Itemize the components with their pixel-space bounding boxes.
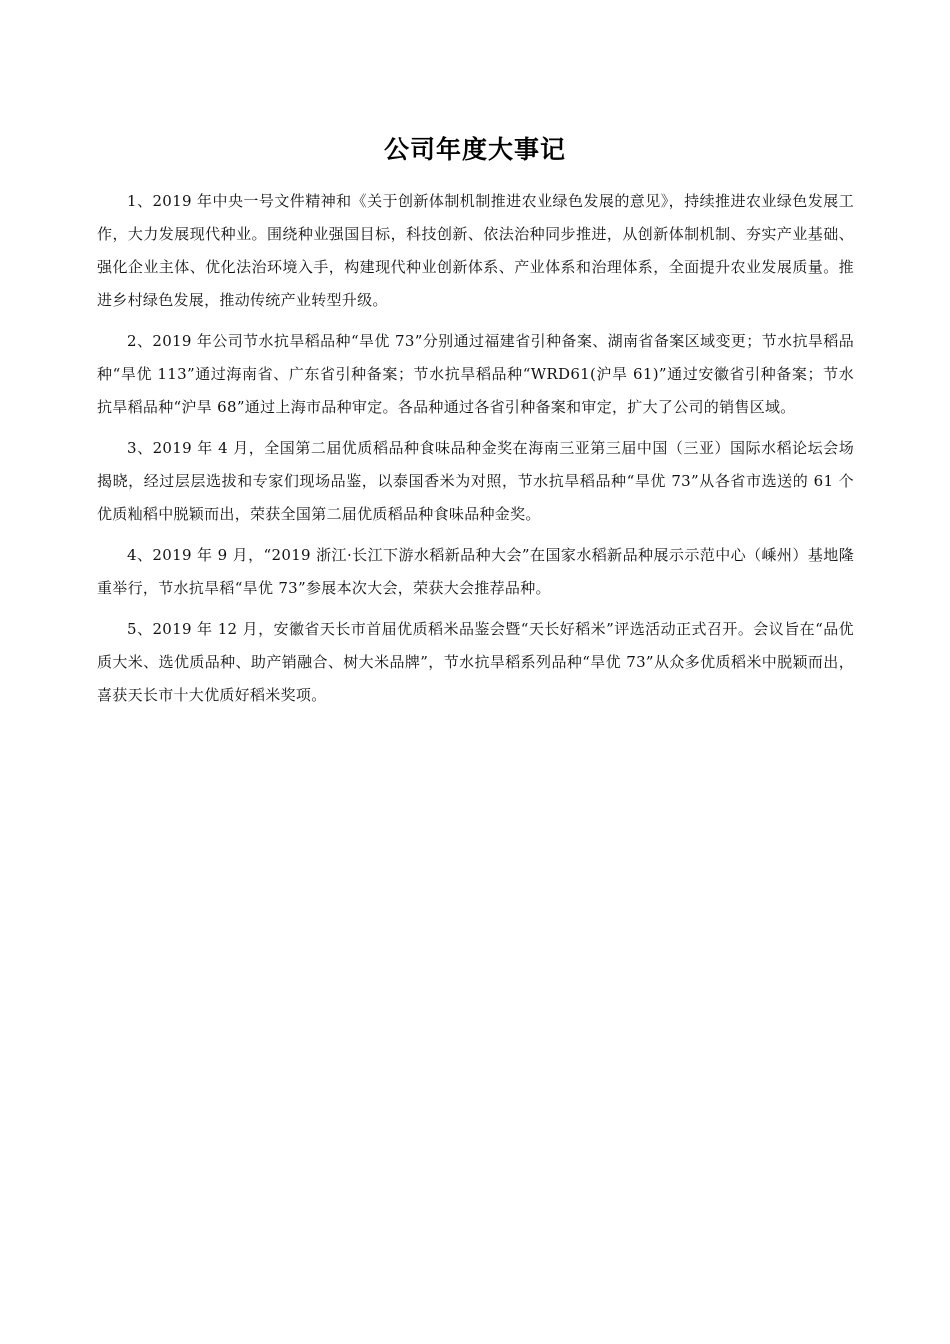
paragraph-5: 5、2019 年 12 月，安徽省天长市首届优质稻米品鉴会暨“天长好稻米”评选活动正式召开。会议旨在“品优质大米、选优质品种、助产销融合、树大米品牌”，节水抗旱稻系列品种“旱优 73”从众多优质稻米中脱颖而出，喜获天长市十大优质好稻米奖项。 bbox=[97, 620, 854, 704]
document-title: 公司年度大事记 bbox=[383, 135, 566, 164]
paragraph-2: 2、2019 年公司节水抗旱稻品种“旱优 73”分别通过福建省引种备案、湖南省备案区域变更；节水抗旱稻品种“旱优 113”通过海南省、广东省引种备案；节水抗旱稻品种“WRD61(沪旱 61)”通过安徽省引种备案；节水抗旱稻品种“沪旱 68”通过上海市品种审定。各品种通过各省引种备案和审定，扩大了公司的销售区域。 bbox=[97, 332, 854, 416]
document-body bbox=[97, 185, 854, 720]
paragraph-3: 3、2019 年 4 月，全国第二届优质稻品种食味品种金奖在海南三亚第三届中国（三亚）国际水稻论坛会场揭晓，经过层层选拔和专家们现场品鉴，以泰国香米为对照，节水抗旱稻品种“旱优 73”从各省市选送的 61 个优质籼稻中脱颖而出，荣获全国第二届优质稻品种食味品种金奖。 bbox=[97, 439, 854, 523]
paragraph-4: 4、2019 年 9 月，“2019 浙江·长江下游水稻新品种大会”在国家水稻新品种展示示范中心（嵊州）基地隆重举行，节水抗旱稻“旱优 73”参展本次大会，荣获大会推荐品种。 bbox=[97, 546, 854, 597]
paragraph-1: 1、2019 年中央一号文件精神和《关于创新体制机制推进农业绿色发展的意见》，持续推进农业绿色发展工作，大力发展现代种业。围绕种业强国目标，科技创新、依法治种同步推进，从创新体制机制、夯实产业基础、强化企业主体、优化法治环境入手，构建现代种业创新体系、产业体系和治理体系，全面提升农业发展质量。推进乡村绿色发展，推动传统产业转型升级。 bbox=[97, 192, 854, 309]
